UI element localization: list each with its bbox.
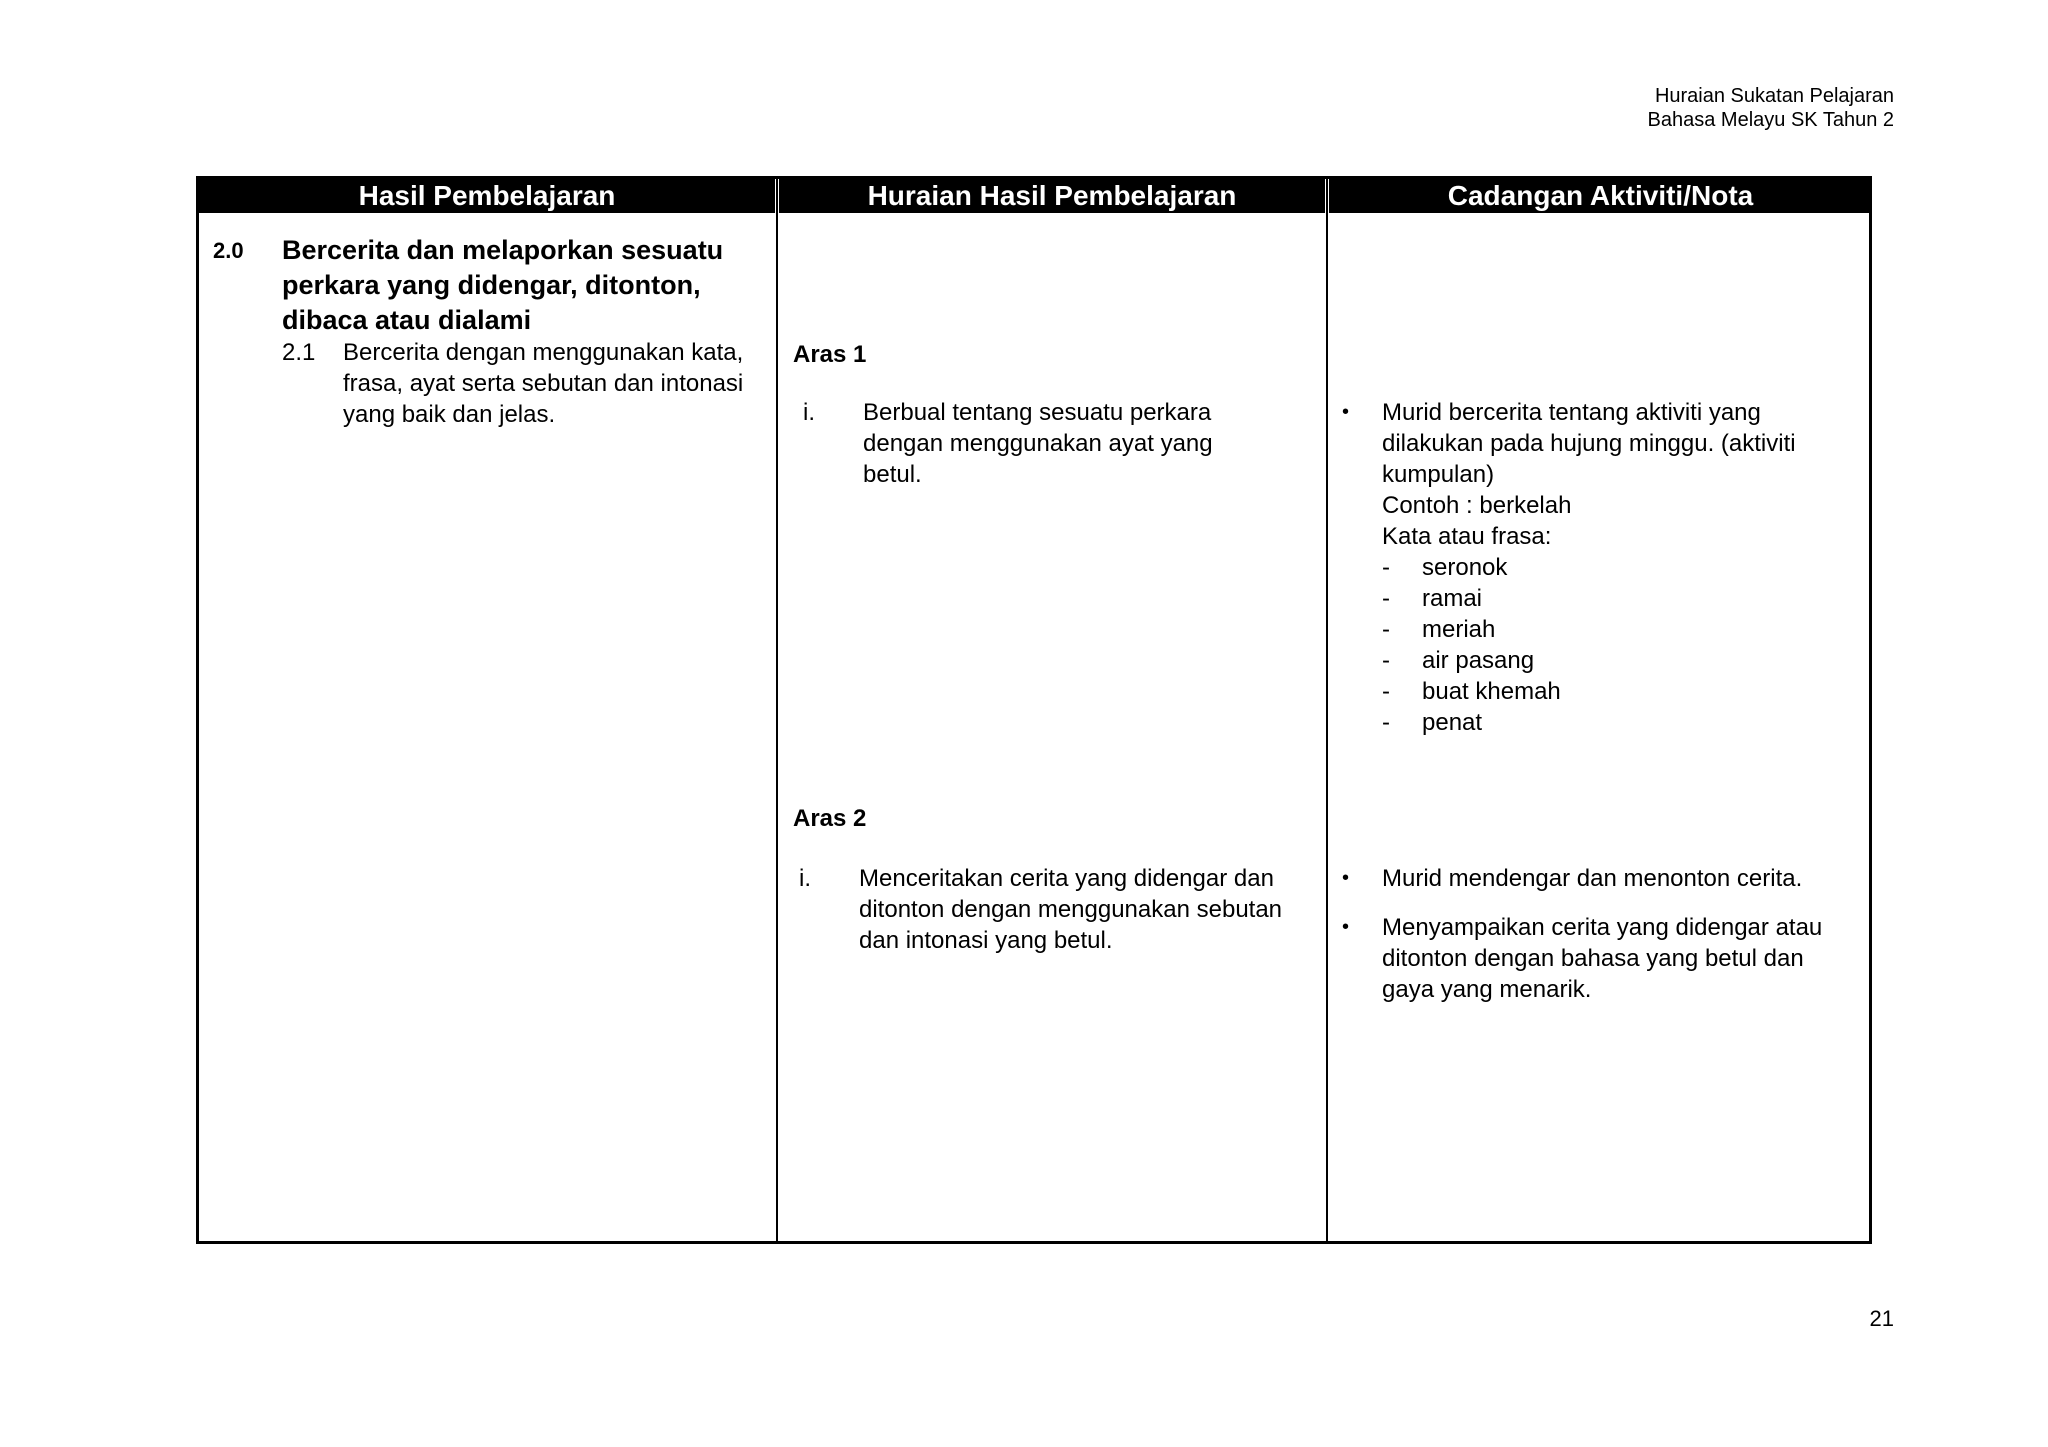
section-number: 2.0 xyxy=(213,238,244,263)
aras-2-item-text: Menceritakan cerita yang didengar dan ditonton dengan menggunakan sebutan dan intonasi yang betul. xyxy=(859,865,1283,954)
page-number: 21 xyxy=(1869,1306,1894,1331)
syllabus-table xyxy=(196,176,1872,1244)
list-item-text: buat khemah xyxy=(1422,678,1561,705)
column-divider xyxy=(776,179,778,1241)
dash-icon: - xyxy=(1382,616,1390,643)
aras-1-item-marker: i. xyxy=(803,399,815,426)
list-item xyxy=(1382,552,1862,583)
bullet-icon: • xyxy=(1342,916,1350,938)
list-item-text: penat xyxy=(1422,709,1483,736)
header-line-2: Bahasa Melayu SK Tahun 2 xyxy=(1647,109,1894,131)
column-header-huraian: Huraian Hasil Pembelajaran xyxy=(779,179,1325,213)
list-item-text: air pasang xyxy=(1422,647,1535,674)
column-header-cadangan: Cadangan Aktiviti/Nota xyxy=(1329,179,1872,213)
bullet-text: Murid mendengar dan menonton cerita. xyxy=(1382,865,1803,892)
cadangan-block-1 xyxy=(1342,397,1862,738)
header-line-1: Huraian Sukatan Pelajaran xyxy=(1654,85,1894,107)
cadangan-block-2 xyxy=(1342,863,1862,1005)
aras-1-item-text: Berbual tentang sesuatu perkara dengan menggunakan ayat yang betul. xyxy=(863,399,1213,488)
dash-icon: - xyxy=(1382,585,1390,612)
column-divider xyxy=(1326,179,1328,1241)
section-title: Bercerita dan melaporkan sesuatu perkara yang didengar, ditonton, dibaca atau dialami xyxy=(282,235,724,335)
bullet-icon: • xyxy=(1342,867,1350,889)
dash-icon: - xyxy=(1382,554,1390,581)
aras-2-item-marker: i. xyxy=(799,865,811,892)
bullet-item xyxy=(1342,863,1862,894)
column-header-hasil: Hasil Pembelajaran xyxy=(199,179,775,213)
list-item-text: seronok xyxy=(1422,554,1508,581)
aras-1-label: Aras 1 xyxy=(793,341,867,368)
list-item-text: meriah xyxy=(1422,616,1496,643)
list-item-text: ramai xyxy=(1422,585,1483,612)
list-item xyxy=(1382,676,1862,707)
bullet-text: Menyampaikan cerita yang didengar atau ditonton dengan bahasa yang betul dan gaya yang menarik. xyxy=(1382,914,1823,1003)
list-item xyxy=(1382,645,1862,676)
subsection-text: Bercerita dengan menggunakan kata, frasa, ayat serta sebutan dan intonasi yang baik dan jelas. xyxy=(343,339,744,428)
words-label: Kata atau frasa: xyxy=(1382,523,1552,550)
list-item xyxy=(1382,583,1862,614)
document-header xyxy=(1648,84,1894,132)
aras-2-label: Aras 2 xyxy=(793,805,867,832)
list-item xyxy=(1382,614,1862,645)
bullet-item xyxy=(1342,397,1862,738)
subsection-number: 2.1 xyxy=(282,339,316,366)
bullet-item xyxy=(1342,912,1862,1005)
example-text: Contoh : berkelah xyxy=(1382,492,1572,519)
dash-icon: - xyxy=(1382,709,1390,736)
words-list xyxy=(1382,552,1862,738)
bullet-text: Murid bercerita tentang aktiviti yang dilakukan pada hujung minggu. (aktiviti kumpulan) xyxy=(1382,399,1796,488)
dash-icon: - xyxy=(1382,647,1390,674)
list-item xyxy=(1382,707,1862,738)
dash-icon: - xyxy=(1382,678,1390,705)
bullet-icon: • xyxy=(1342,401,1350,423)
